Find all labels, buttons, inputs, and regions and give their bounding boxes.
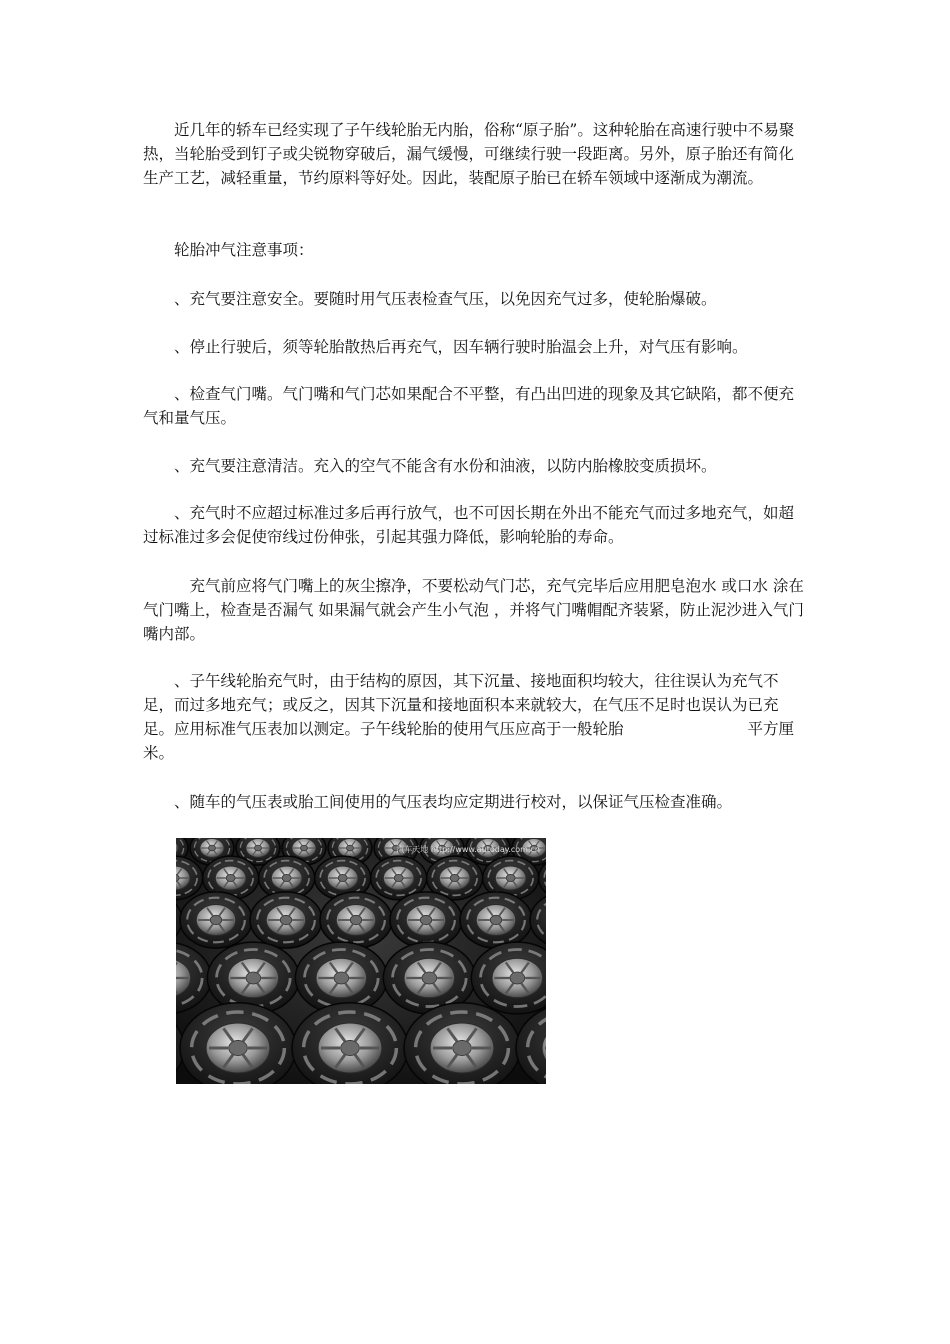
- paragraph-heading: 轮胎冲气注意事项：: [143, 241, 314, 259]
- paragraph-item-1: 、充气要注意安全。要随时用气压表检查气压，以免因充气过多，使轮胎爆破。: [143, 290, 717, 308]
- paragraph-item-7: 、子午线轮胎充气时，由于结构的原因，其下沉量、接地面积均较大，往往误认为充气不足，而过多地充气；或反之，因其下沉量和接地面积本来就较大，在气压不足时也误认为已充足。应用标准气压表加以测定。子午线轮胎的使用气压应高于一般轮胎 平方厘米。: [143, 672, 795, 762]
- paragraph-item-8: 、随车的气压表或胎工间使用的气压表均应定期进行校对，以保证气压检查准确。: [143, 793, 733, 811]
- tire: [390, 892, 462, 948]
- paragraph-item-5: 、充气时不应超过标准过多后再行放气，也不可因长期在外出不能充气而过多地充气，如超过标准过多会促使帘线过份伸张，引起其强力降低，影响轮胎的寿命。: [143, 504, 795, 546]
- paragraph-item-4: 、充气要注意清洁。充入的空气不能含有水份和油液，以防内胎橡胶变质损坏。: [143, 457, 717, 475]
- tire: [207, 942, 299, 1014]
- paragraph-item-2: 、停止行驶后，须等轮胎散热后再充气，因车辆行驶时胎温会上升，对气压有影响。: [143, 338, 748, 356]
- paragraph-intro: 近几年的轿车已经实现了子午线轮胎无内胎，俗称“原子胎”。这种轮胎在高速行驶中不易聚热，当轮胎受到钉子或尖锐物穿破后，漏气缓慢，可继续行驶一段距离。另外，原子胎还有简化生产工艺，减轻重量，节约原料等好处。因此，装配原子胎已在轿车领域中逐渐成为潮流。: [143, 121, 795, 187]
- tires-illustration: [176, 838, 546, 1084]
- tire: [460, 892, 532, 948]
- tires-photo: [176, 838, 546, 1084]
- tire: [180, 1003, 296, 1084]
- tire: [180, 892, 252, 948]
- paragraph-item-6: 充气前应将气门嘴上的灰尘擦净，不要松动气门芯，充气完毕后应用肥皂泡水 或口水 涂在气门嘴上，检查是否漏气 如果漏气就会产生小气泡 ，并将气门嘴帽配齐装紧，防止泥沙进入气门嘴内部。: [143, 577, 804, 643]
- tire: [404, 1003, 520, 1084]
- tire: [292, 1003, 408, 1084]
- tire: [250, 892, 322, 948]
- photo-watermark: 汽车天地 http://www.autoday.com.cn: [396, 845, 540, 854]
- tire: [320, 892, 392, 948]
- tire-rows: [176, 838, 546, 1084]
- paragraph-item-3: 、检查气门嘴。气门嘴和气门芯如果配合不平整，有凸出凹进的现象及其它缺陷，都不便充气和量气压。: [143, 385, 795, 427]
